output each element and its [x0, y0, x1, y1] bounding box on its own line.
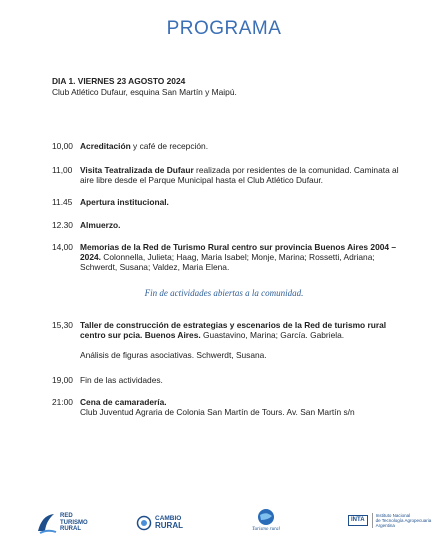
schedule-time: 11.45 [52, 197, 73, 207]
schedule-text: realizada por residentes de la comunidad. Caminata al aire libre desde el Parque Municipal hasta el Club Atlético Dufaur. [80, 165, 399, 186]
logo-line: Argentina [375, 523, 395, 528]
schedule-title: Acreditación [80, 141, 131, 151]
schedule-title: Taller de construcción de estrategias y escenarios de la Red de turismo rural centro sur pcia. Buenos Aires. [80, 320, 387, 341]
schedule-subtext: Análisis de figuras asociativas. Schwerdt, Susana. [80, 350, 267, 361]
community-note: Fin de actividades abiertas a la comunidad. [144, 288, 304, 298]
schedule-time: 14,00 [52, 242, 73, 252]
schedule-time: 21:00 [52, 397, 73, 407]
cambio-rural-logo [136, 515, 183, 531]
schedule-time: 11,00 [52, 165, 73, 175]
schedule-text: Guastavino, Marina; García. Gabriela. [200, 330, 345, 341]
logo-line: TURISMO [60, 519, 88, 526]
schedule-text: Colonnella, Julieta; Haag, Maria Isabel; Monje, Marina; Rossetti, Adriana; Schwerdt, Susana; Valdez, Maria Elena. [80, 252, 375, 273]
schedule-text: y café de recepción. [130, 141, 209, 151]
schedule-title: Memorias de la Red de Turismo Rural centro sur provincia Buenos Aires 2004 – 2024. [80, 242, 397, 263]
turismo-rural-logo [252, 507, 280, 532]
red-turismo-rural-logo [36, 511, 88, 535]
inta-logo [348, 513, 431, 528]
schedule-item [52, 397, 402, 417]
schedule-item [52, 242, 402, 273]
schedule-subtext: Club Juventud Agraria de Colonia San Martín de Tours. Av. San Martín s/n [80, 407, 355, 418]
schedule-item [52, 197, 402, 207]
logo-line: RURAL [60, 526, 81, 533]
event-place: Club Atlético Dufaur, esquina San Martín y Maipú. [52, 87, 237, 97]
event-date: DIA 1. VIERNES 23 AGOSTO 2024 [52, 76, 186, 86]
schedule-item [52, 220, 402, 230]
schedule-title: Apertura institucional. [80, 197, 169, 207]
schedule-title: Visita Teatralizada de Dufaur [80, 165, 194, 175]
logo-line: RED [60, 513, 73, 520]
logo-caption: Turismo rural [252, 527, 280, 532]
schedule-item [52, 165, 402, 185]
schedule-item [52, 375, 402, 385]
schedule-item [52, 320, 402, 361]
cambio-circle-icon [136, 515, 152, 531]
schedule-time: 12.30 [52, 220, 73, 230]
globe-icon [255, 507, 277, 527]
inta-mark: INTA [348, 515, 368, 526]
logo-line: CAMBIO [155, 514, 182, 522]
schedule-text: Fin de las actividades. [80, 375, 163, 385]
schedule-time: 15,30 [52, 320, 73, 330]
schedule-item [52, 141, 402, 151]
footer-logos [0, 505, 448, 550]
schedule-title: Almuerzo. [80, 220, 121, 230]
logo-line: Instituto Nacional [375, 513, 411, 518]
logo-line: RURAL [155, 521, 183, 531]
page-title: PROGRAMA [166, 18, 282, 39]
logo-line: de Tecnología Agropecuaria [375, 518, 432, 523]
schedule-title: Cena de camaradería. [80, 397, 167, 407]
schedule-time: 19,00 [52, 375, 73, 385]
schedule-time: 10,00 [52, 141, 73, 151]
red-network-icon [36, 511, 58, 535]
